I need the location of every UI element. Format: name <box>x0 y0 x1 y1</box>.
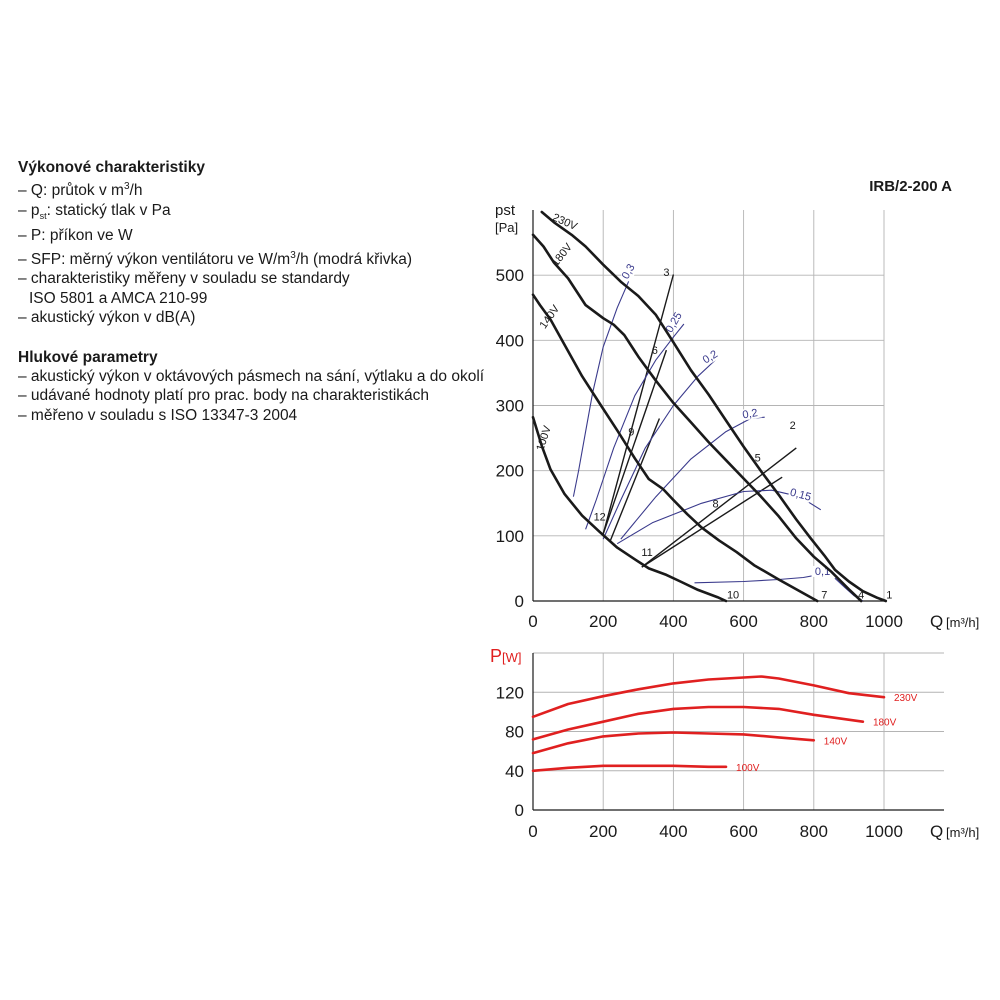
y-axis-title: P <box>490 646 503 666</box>
sfp-label: 0,2 <box>700 348 721 367</box>
heading-performance: Výkonové charakteristiky <box>18 159 205 176</box>
performance-item: – akustický výkon v dB(A) <box>18 309 196 327</box>
operating-point-label: 3 <box>663 266 670 279</box>
y-axis-unit: [Pa] <box>495 220 519 235</box>
sfp-label: 0,25 <box>663 310 685 335</box>
operating-point-label: 7 <box>821 589 828 602</box>
system-curve <box>642 448 797 567</box>
operating-point-label: 1 <box>886 589 893 602</box>
performance-item: ISO 5801 a AMCA 210-99 <box>29 289 208 307</box>
heading-noise: Hlukové parametry <box>18 348 158 366</box>
x-tick-label: 1000 <box>865 612 903 631</box>
system-curve <box>603 350 666 534</box>
noise-item: – akustický výkon v oktávových pásmech na sání, výtlaku a do okolí <box>18 368 485 386</box>
series-label: 100V <box>534 424 554 453</box>
sfp-label: 0,15 <box>788 486 813 504</box>
y-tick-label: 80 <box>505 722 524 742</box>
x-tick-label: 600 <box>729 822 758 841</box>
x-tick-label: 1000 <box>865 822 903 841</box>
y-tick-label: 0 <box>514 801 524 820</box>
x-tick-label: 800 <box>799 822 828 841</box>
operating-point-label: 2 <box>789 420 796 433</box>
series-label: 180V <box>872 717 897 729</box>
x-tick-label: 400 <box>659 612 688 631</box>
operating-point-label: 4 <box>858 589 865 602</box>
series-label: 180V <box>549 241 575 269</box>
y-tick-label: 0 <box>514 592 524 611</box>
x-tick-label: 400 <box>659 822 688 841</box>
y-tick-label: 500 <box>495 266 524 286</box>
pressure-chart <box>495 178 979 631</box>
operating-point-label: 9 <box>628 426 635 439</box>
y-tick-label: 40 <box>505 761 524 781</box>
x-axis-unit: [m³/h] <box>946 615 980 630</box>
y-axis-unit: [W] <box>502 650 522 665</box>
power-curve <box>533 766 726 771</box>
y-tick-label: 400 <box>495 331 524 351</box>
pressure-curve <box>533 235 861 601</box>
chart-title: IRB/2-200 A <box>869 178 952 195</box>
x-tick-label: 0 <box>528 822 538 841</box>
series-label: 100V <box>736 762 760 774</box>
sfp-label: 0,1 <box>814 565 831 578</box>
operating-point-label: 6 <box>651 345 658 358</box>
series-label: 140V <box>823 736 848 748</box>
x-tick-label: 200 <box>589 612 618 631</box>
y-tick-label: 120 <box>495 683 524 703</box>
performance-item: – charakteristiky měřeny v souladu se standardy <box>18 270 350 288</box>
system-curve <box>603 275 673 534</box>
y-tick-label: 100 <box>495 526 524 546</box>
series-label: 230V <box>550 211 579 233</box>
sfp-label: 0,2 <box>741 407 759 422</box>
y-tick-label: 200 <box>495 461 524 481</box>
sfp-curve <box>586 324 684 529</box>
pressure-curve <box>533 417 726 601</box>
operating-point-label: 5 <box>754 452 761 465</box>
sfp-curve <box>695 575 818 583</box>
performance-item: – P: příkon ve W <box>18 227 133 245</box>
series-label: 230V <box>894 693 918 705</box>
pressure-curve <box>542 212 886 601</box>
x-tick-label: 600 <box>729 612 758 631</box>
performance-item: – SFP: měrný výkon ventilátoru ve $W/m^3/h$ (modrá křivka) <box>18 249 413 269</box>
x-axis-title: Q <box>930 822 944 841</box>
operating-point-label: 10 <box>726 589 740 602</box>
operating-point-label: 8 <box>712 498 719 511</box>
operating-point-label: 12 <box>593 511 606 524</box>
x-tick-label: 200 <box>589 822 618 841</box>
noise-item: – udávané hodnoty platí pro prac. body na charakteristikách <box>18 387 430 405</box>
power-chart <box>490 646 979 841</box>
noise-item: – měřeno v souladu s ISO 13347-3 2004 <box>18 406 298 424</box>
x-tick-label: 800 <box>799 612 828 631</box>
performance-item: – $p_{st}$: statický tlak v Pa <box>18 201 171 222</box>
x-axis-title: Q <box>930 612 944 631</box>
performance-item: – Q: průtok v $m^3/h$ <box>18 181 143 200</box>
operating-point-label: 11 <box>641 547 653 560</box>
series-label: 140V <box>537 303 563 332</box>
x-axis-unit: [m³/h] <box>946 825 980 840</box>
sfp-label: 0,3 <box>619 262 638 282</box>
x-tick-label: 0 <box>528 612 538 631</box>
y-axis-title: pst <box>495 202 516 219</box>
y-tick-label: 300 <box>495 396 524 416</box>
power-curve <box>533 677 884 717</box>
